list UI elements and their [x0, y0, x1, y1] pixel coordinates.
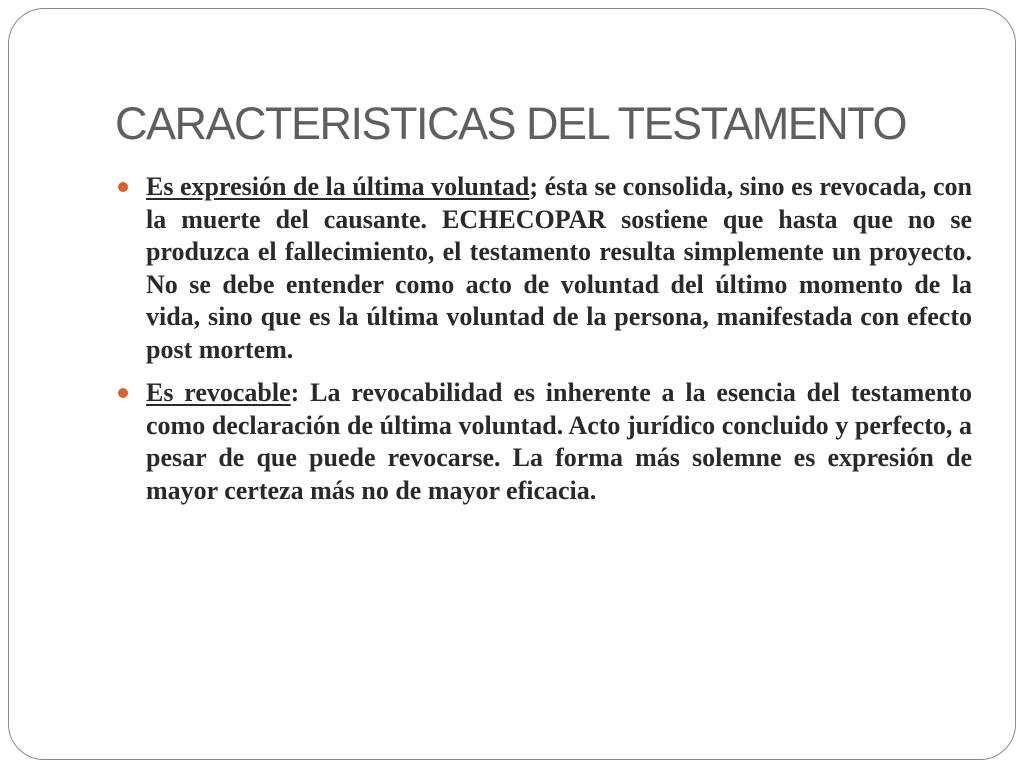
slide-frame — [8, 8, 1016, 760]
bullet-item — [146, 377, 972, 507]
slide-title: CARACTERISTICAS DEL TESTAMENTO — [115, 98, 906, 149]
bullet-dot-icon — [118, 388, 128, 398]
bullet-separator: ; — [529, 172, 539, 201]
bullet-item — [146, 171, 972, 366]
bullet-lead-term: Es revocable — [146, 378, 291, 407]
bullet-list — [146, 171, 972, 518]
bullet-separator: : — [290, 378, 300, 407]
bullet-lead-term: Es expresión de la última voluntad — [146, 172, 530, 201]
bullet-dot-icon — [118, 182, 128, 192]
bullet-text: La revocabilidad es inherente a la esencia del testamento como declaración de última voluntad. Acto jurídico concluido y perfecto, a pesar de que puede revocarse. La forma más solemne es expresión de mayor certeza más no de mayor eficacia. — [146, 378, 972, 505]
bullet-text: ésta se consolida, sino es revocada, con la muerte del causante. ECHECOPAR sostiene que hasta que no se produzca el fallecimiento, el testamento resulta simplemente un proyecto. No se debe entender como acto de voluntad del último momento de la vida, sino que es la última voluntad de la persona, manifestada con efecto post mortem. — [146, 172, 972, 364]
